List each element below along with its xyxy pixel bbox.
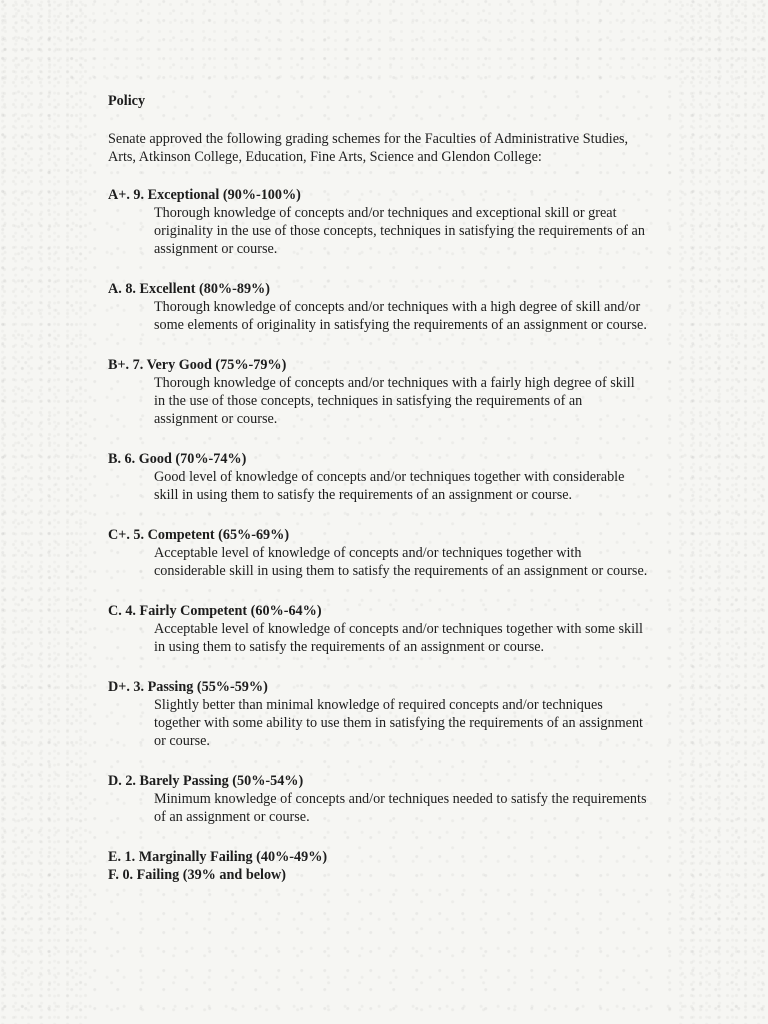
grade-entry-d [108, 772, 648, 826]
grade-description: Slightly better than minimal knowledge of required concepts and/or techniques together with some ability to use them in satisfying the requirements of an assignment or course. [154, 697, 643, 749]
grade-title: D. 2. Barely Passing (50%-54%) [108, 773, 304, 789]
document-body [108, 92, 648, 884]
grade-description: Good level of knowledge of concepts and/or techniques together with considerable skill in using them to satisfy the requirements of an assignment or course. [154, 469, 625, 503]
grade-title: A+. 9. Exceptional (90%-100%) [108, 187, 301, 203]
grade-title: A. 8. Excellent (80%-89%) [108, 281, 270, 297]
grade-description: Thorough knowledge of concepts and/or techniques with a fairly high degree of skill in the use of those concepts, techniques in satisfying the requirements of an assignment or course. [154, 375, 635, 427]
grade-entry-d-plus [108, 678, 648, 750]
grade-title: D+. 3. Passing (55%-59%) [108, 679, 268, 695]
intro-paragraph: Senate approved the following grading schemes for the Faculties of Administrative Studies, Arts, Atkinson College, Education, Fine Arts, Science and Glendon College: [108, 131, 629, 165]
grade-title: E. 1. Marginally Failing (40%-49%) [108, 849, 328, 865]
grade-description: Thorough knowledge of concepts and/or techniques with a high degree of skill and/or some elements of originality in satisfying the requirements of an assignment or course. [154, 299, 647, 333]
grade-entry-a-plus [108, 186, 648, 258]
grade-title: C+. 5. Competent (65%-69%) [108, 527, 290, 543]
policy-heading: Policy [108, 93, 146, 109]
scan-noise-right [678, 0, 768, 1024]
grade-entry-f [108, 866, 648, 884]
grade-description: Thorough knowledge of concepts and/or techniques and exceptional skill or great originality in the use of those concepts, techniques in satisfying the requirements of an assignment or course. [154, 205, 645, 257]
grade-entry-c-plus [108, 526, 648, 580]
grade-title: F. 0. Failing (39% and below) [108, 867, 287, 883]
grade-entry-b-plus [108, 356, 648, 428]
grade-entry-e [108, 848, 648, 866]
scan-noise-left [0, 0, 90, 1024]
grade-entry-b [108, 450, 648, 504]
grade-description: Acceptable level of knowledge of concepts and/or techniques together with some skill in using them to satisfy the requirements of an assignment or course. [154, 621, 643, 655]
grade-entry-c [108, 602, 648, 656]
grade-title: B. 6. Good (70%-74%) [108, 451, 247, 467]
grade-entry-a [108, 280, 648, 334]
grade-title: B+. 7. Very Good (75%-79%) [108, 357, 287, 373]
scan-noise-top [0, 0, 768, 80]
grade-description: Minimum knowledge of concepts and/or techniques needed to satisfy the requirements of an assignment or course. [154, 791, 647, 825]
grade-title: C. 4. Fairly Competent (60%-64%) [108, 603, 322, 619]
grade-description: Acceptable level of knowledge of concepts and/or techniques together with considerable skill in using them to satisfy the requirements of an assignment or course. [154, 545, 648, 579]
